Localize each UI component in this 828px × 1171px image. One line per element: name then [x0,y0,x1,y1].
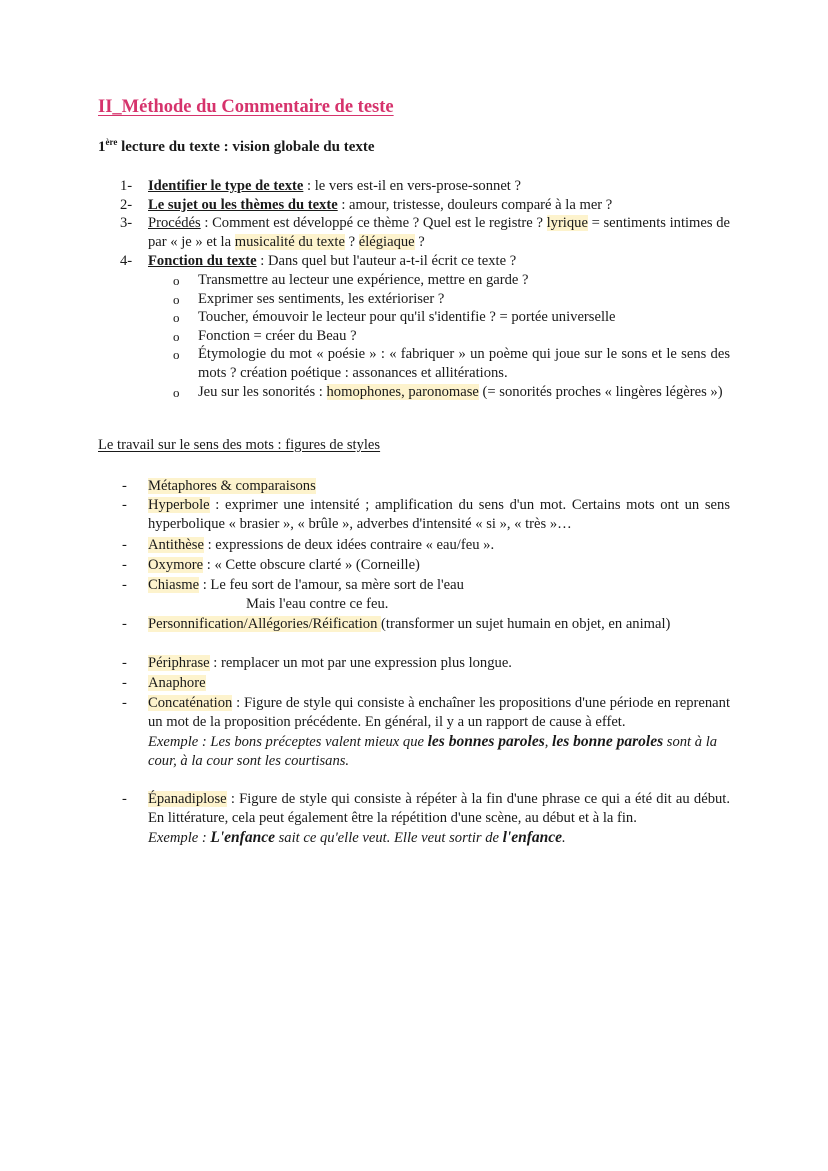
heading-text: lecture du texte : vision globale du texte [117,139,375,155]
figure-term: Antithèse [148,537,204,553]
figure-definition: (transformer un sujet humain en objet, en animal) [381,616,671,632]
figure-definition: : Le feu sort de l'amour, sa mère sort de l'eau [199,577,464,593]
item-term: Procédés [148,215,201,231]
bullet-icon: o [173,310,180,325]
list-item [148,252,730,271]
figure-definition: : Figure de style qui consiste à répéter à la fin d'une phrase ce qui a été dit au début. En littérature, cela peut également être la répétition d'une scène, au début et à la fin. [148,791,730,826]
example-fragment: sait ce qu'elle veut. Elle veut sortir de [274,830,503,846]
list-item [148,576,730,595]
item-text: : amour, tristesse, douleurs comparé à la mer ? [337,197,613,213]
list-number: 1- [120,178,133,194]
dash-bullet-icon: - [122,497,127,513]
item-text: ? [414,234,425,250]
list-item [198,383,730,402]
highlight: homophones, paronomase [326,384,479,400]
figure-term: Épanadiplose [148,791,227,807]
list-item: Transmettre au lecteur une expérience, mettre en garde ? [198,272,529,288]
list-number: 3- [120,215,133,231]
item-term: Identifier le type de texte [148,178,304,194]
heading-superscript: ère [105,137,118,147]
figure-term: Personnification/Allégories/Réification [148,616,382,632]
item-term: Le sujet ou les thèmes du texte [148,197,338,213]
example-fragment: Exemple : Les bons préceptes valent mieux que [148,734,428,750]
example-fragment: sont à la cour, à la cour sont les courtisans. [148,734,718,769]
chiasme-second-line: Mais l'eau contre ce feu. [246,596,389,612]
list-item: Exprimer ses sentiments, les extérioriser ? [198,291,445,307]
example-bold: L'enfance [210,829,275,846]
highlight: lyrique [546,215,588,231]
dash-bullet-icon: - [122,577,127,593]
example-fragment: Exemple : [148,830,211,846]
figure-definition: : « Cette obscure clarté » (Corneille) [203,557,420,573]
list-item: Fonction = créer du Beau ? [198,328,357,344]
dash-bullet-icon: - [122,557,127,573]
figure-definition: : remplacer un mot par une expression plus longue. [209,655,512,671]
list-number: 4- [120,253,133,269]
dash-bullet-icon: - [122,655,127,671]
item-term: Fonction du texte [148,253,257,269]
list-item [148,615,730,634]
list-item [148,790,730,848]
dash-bullet-icon: - [122,695,127,711]
figure-definition: : exprimer une intensité ; amplification du sens d'un mot. Certains mots ont un sens hyperbolique « brasier », « brûle », adverbes d'intensité « si », « très »… [148,497,730,532]
list-item [148,496,730,534]
figure-term: Anaphore [148,675,206,691]
list-item [148,536,730,555]
list-item: Toucher, émouvoir le lecteur pour qu'il s'identifie ? = portée universelle [198,309,616,325]
list-item [148,177,730,196]
figure-definition: : Figure de style qui consiste à enchaîner les propositions d'une période en reprenant un mot de la proposition précédente. En général, il y a un rapport de cause à effet. [148,695,730,730]
bullet-icon: o [173,329,180,344]
list-item [148,694,730,771]
example-bold: les bonnes paroles [427,733,545,750]
figure-term: Métaphores & comparaisons [148,478,316,494]
figure-term: Oxymore [148,557,204,573]
example-text [148,828,730,848]
dash-bullet-icon: - [122,478,127,494]
dash-bullet-icon: - [122,537,127,553]
list-item [148,477,730,496]
item-text: Jeu sur les sonorités : [198,384,327,400]
section-heading-first-reading [98,138,375,157]
item-text: ? [344,234,359,250]
dash-bullet-icon: - [122,675,127,691]
list-number: 2- [120,197,133,213]
list-item [148,674,730,693]
figure-term: Périphrase [148,655,210,671]
example-fragment: . [562,830,566,846]
heading-ordinal: 1 [98,139,106,155]
figure-definition-block [148,694,730,732]
item-text: : le vers est-il en vers-prose-sonnet ? [303,178,521,194]
dash-bullet-icon: - [122,616,127,632]
list-item [148,654,730,673]
figure-term: Concaténation [148,695,233,711]
bullet-icon: o [173,385,180,400]
item-text: (= sonorités proches « lingères légères ») [478,384,723,400]
example-fragment: , [544,734,553,750]
bullet-icon: o [173,273,180,288]
bullet-icon: o [173,292,180,307]
list-item [148,196,730,215]
example-bold: les bonne paroles [552,733,664,750]
example-text [148,732,730,771]
list-item: Étymologie du mot « poésie » : « fabriquer » un poème qui joue sur le sons et le sens des mots ? création poétique : assonances et allitérations. [198,346,730,381]
figure-definition-block [148,790,730,828]
figure-term: Chiasme [148,577,200,593]
section-heading-figures: Le travail sur le sens des mots : figures de styles [98,437,381,453]
item-text: = sentiments intimes de par « je » et la [148,215,730,250]
highlight: musicalité du texte [234,234,345,250]
figure-term: Hyperbole [148,497,210,513]
item-text: : Comment est développé ce thème ? Quel est le registre ? [200,215,547,231]
dash-bullet-icon: - [122,791,127,807]
item-text: : Dans quel but l'auteur a-t-il écrit ce texte ? [256,253,517,269]
page-title: II_Méthode du Commentaire de teste [98,97,394,117]
list-item [148,556,730,575]
example-bold: l'enfance [502,829,563,846]
bullet-icon: o [173,347,180,362]
highlight: élégiaque [358,234,415,250]
list-item [148,214,730,252]
figure-definition: : expressions de deux idées contraire « eau/feu ». [203,537,495,553]
